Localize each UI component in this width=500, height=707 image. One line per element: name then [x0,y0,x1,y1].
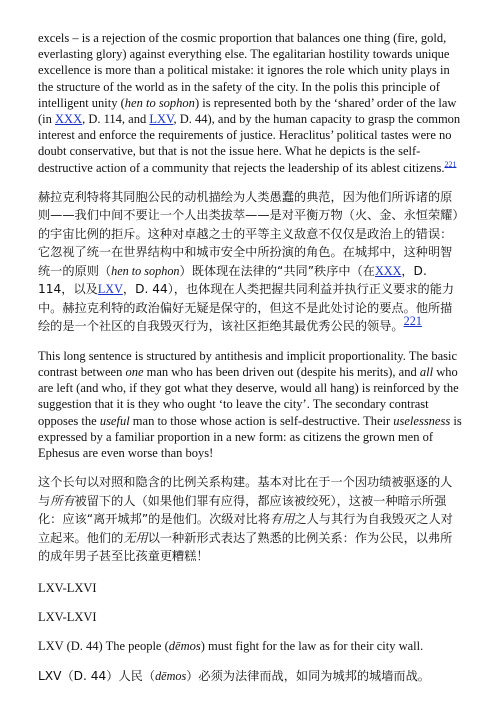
link-xxx[interactable]: XXX [374,263,402,278]
text-run: , D. 44), and by the human capacity to grasp the common interest and enforce the requirements of justice. Heraclitus’ political tastes were no doubt conservative, but that is not the issue here. What he depicts is the self-destructive action of a community that rejects the leadership of its ablest citizens. [38,112,461,175]
link-lxv[interactable]: LXV [149,112,174,127]
text-run: 以一种新形式表达了熟悉的比例关系：作为公民，以弗所的成年男子甚至比孩童更糟糕！ [38,530,453,564]
paragraph-english-1 [38,30,462,176]
document-page [38,30,462,686]
paragraph-english-2 [38,348,462,461]
text-run: ）既体现在法律的“共同”秩序中（在 [179,263,375,278]
text-run: ，D. 114，以及 [38,263,427,297]
italic-term: dēmos [168,639,201,654]
section-heading-lxv-lxvi: LXV-LXVI [38,580,97,595]
text-run: 赫拉克利特将其同胞公民的动机描绘为人类愚蠢的典范，因为他们所诉诸的原则——我们中间不要让一个人出类拔萃——是对平衡万物（火、金、永恒荣耀）的宇宙比例的拒斥。这种对卓越之士的平等主义敌意不仅仅是政治上的错误：它忽视了统一在世界结构中和城市安全中所扮演的角色。在城邦中，这种明智统一的原则（ [38,189,459,278]
italic-term: hen to sophon [111,263,180,278]
link-xxx[interactable]: XXX [55,112,83,127]
italic-term: dēmos [155,669,187,684]
text-run: is expressed by a familiar proportion in a new form: as citizens the grown men of Ephesus are even worse than boys! [38,413,462,461]
text-run: ）必须为法律而战，如同为城邦的城墙而战。 [186,669,430,684]
paragraph-chinese-1 [38,188,462,336]
footnote-link-221[interactable]: 221 [444,159,457,169]
text-run: 被留下的人（如果他们罪有应得，都应该被绞死），这被一种暗示所强化：应该“离开城邦”的是他们。次级对比将 [38,493,447,527]
text-run: , D. 114, and [82,112,150,127]
text-run: 之人与其行为自我毁灭之人对立起来。他们的 [38,512,453,545]
text-run: 这个长句以对照和隐含的比例关系构建。基本对比在于一个因功绩被驱逐的人与 [38,475,453,508]
italic-term: 所有 [50,493,75,508]
paragraph-chinese-2 [38,473,462,566]
text-run: ) is represented both by the ‘shared’ order of the law (in [38,95,457,127]
footnote-link-221[interactable]: 221 [403,314,422,329]
text-run: ) must fight for the law as for their city wall. [200,639,424,654]
section-heading-lxv-lxvi-chinese: LXV-LXVI [38,609,97,624]
text-run: man to those whose action is self-destructive. Their [129,413,394,428]
italic-term: 无用 [123,530,148,545]
italic-term: 有用 [270,512,295,527]
fragment-lxv-english [38,638,462,654]
text-run: ，D. 44），也体现在人类把握共同利益并执行正义要求的能力中。赫拉克利特的政治偏好无疑是保守的，但这不是此处讨论的要点。他所描绘的是一个社区的自我毁灭行为，该社区拒绝其最优秀公民的领导。 [38,282,455,334]
italic-term: useful [99,413,130,428]
italic-term: all [419,365,434,380]
text-run: excels – is a rejection of the cosmic proportion that balances one thing (fire, gold, everlasting glory) against everything else. The egalitarian hostility towards unique excellence is more than a political mistake: it ignores the role which unity plays in the structure of the world as in the safety of the city. In the polis this principle of intelligent unity ( [38,31,450,110]
fragment-lxv-chinese [38,667,462,686]
italic-term: hen to sophon [124,95,195,110]
italic-term: one [125,365,144,380]
text-run: LXV（D. 44）人民（ [38,669,156,684]
link-lxv[interactable]: LXV [97,282,123,297]
text-run: LXV (D. 44) The people ( [38,639,169,654]
text-run: who are left (and who, if they got what they deserve, would all hang) is reinforced by the suggestion that it is they who ought ‘to leave the city’. The secondary contrast opposes the [38,365,459,428]
text-run: This long sentence is structured by antithesis and implicit proportionality. The basic contrast between [38,348,458,380]
text-run: man who has been driven out (despite his merits), and [143,365,420,380]
italic-term: uselessness [393,413,451,428]
